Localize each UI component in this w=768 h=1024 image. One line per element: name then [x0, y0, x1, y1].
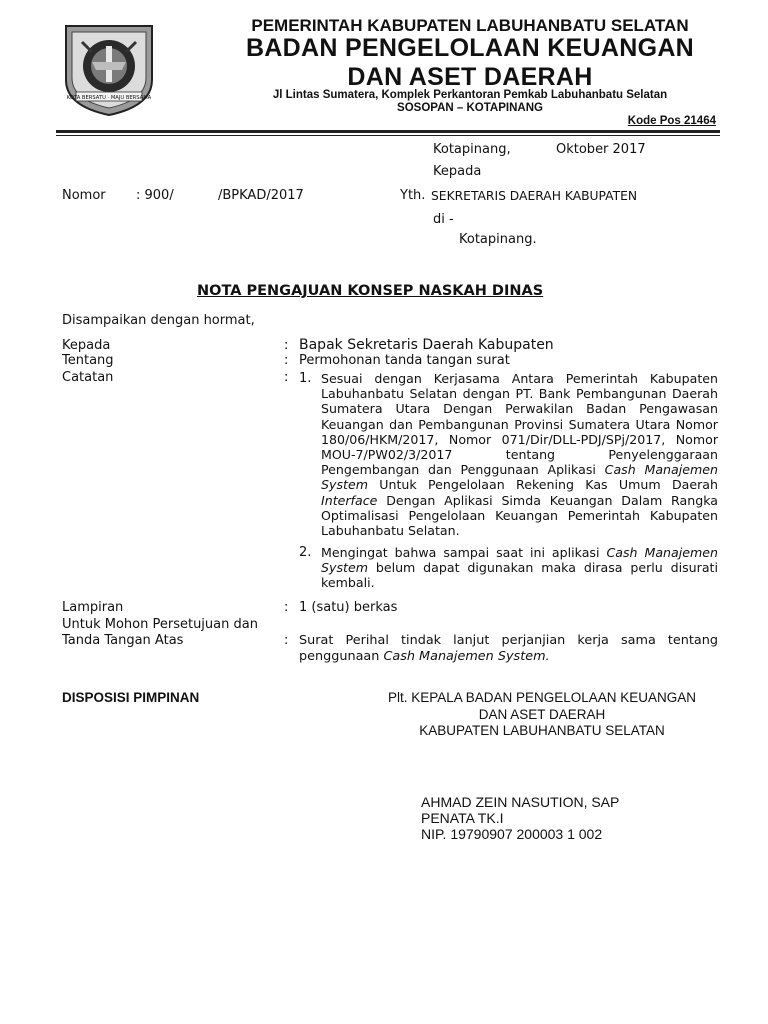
nomor-label: Nomor: [62, 188, 106, 203]
field-kepada-value: Bapak Sekretaris Daerah Kabupaten: [299, 337, 554, 353]
greeting: Disampaikan dengan hormat,: [62, 313, 255, 328]
field-tentang-value: Permohonan tanda tangan surat: [299, 353, 510, 368]
signatory-title-line1: Plt. KEPALA BADAN PENGELOLAAN KEUANGAN: [387, 690, 697, 705]
field-mohon-label-line1: Untuk Mohon Persetujuan dan: [62, 617, 258, 632]
place: Kotapinang,: [433, 142, 511, 157]
recipient-di: di -: [433, 212, 454, 227]
letterhead-agency-line1: BADAN PENGELOLAAN KEUANGAN: [245, 34, 695, 62]
field-catatan-colon: :: [284, 370, 289, 385]
field-lampiran-value: 1 (satu) berkas: [299, 600, 398, 615]
field-kepada-label: Kepada: [62, 338, 111, 353]
note-1-number: 1.: [299, 371, 312, 386]
field-lampiran-label: Lampiran: [62, 600, 124, 615]
signatory-nip: NIP. 19790907 200003 1 002: [421, 826, 603, 842]
date: Oktober 2017: [556, 142, 646, 157]
recipient-kepada: Kepada: [433, 164, 482, 179]
note-2-number: 2.: [299, 545, 312, 560]
letterhead-postal-code: Kode Pos 21464: [627, 115, 716, 127]
signatory-name: AHMAD ZEIN NASUTION, SAP: [421, 794, 620, 810]
recipient-name: SEKRETARIS DAERAH KABUPATEN: [431, 189, 638, 203]
field-kepada-colon: :: [284, 338, 289, 353]
note-2-text: Mengingat bahwa sampai saat ini aplikasi Cash Manajemen System belum dapat digunakan maka dirasa perlu disurati kembali.: [321, 545, 718, 591]
letterhead-agency-line2: DAN ASET DAERAH: [347, 63, 593, 91]
field-tentang-label: Tentang: [62, 353, 114, 368]
letterhead-government: PEMERINTAH KABUPATEN LABUHANBATU SELATAN: [251, 16, 689, 35]
note-1-text: Sesuai dengan Kerjasama Antara Pemerintah Kabupaten Labuhanbatu Selatan dengan PT. Bank Pembangunan Daerah Sumatera Utara Dengan Perwakilan Badan Pengawasan Keuangan dan Pembangunan Provinsi Sumatera Utara Nomor 180/06/HKM/2017, Nomor 071/Dir/DLL-PDJ/SPj/2017, Nomor MOU-7/PW02/3/2017 tentang Penyelenggaraan Pengembangan dan Penggunaan Aplikasi Cash Manajemen System Untuk Pengelolaan Rekening Kas Umum Daerah Interface Dengan Aplikasi Simda Keuangan Dalam Rangka Optimalisasi Pengelolaan Keuangan Pemerintah Kabupaten Labuhanbatu Selatan.: [321, 371, 718, 539]
signatory-rank: PENATA TK.I: [421, 810, 504, 826]
letterhead-address: Jl Lintas Sumatera, Komplek Perkantoran Pemkab Labuhanbatu Selatan: [272, 89, 668, 101]
field-catatan-label: Catatan: [62, 370, 114, 385]
nomor-number: : 900/: [136, 188, 174, 203]
regency-logo: [62, 22, 156, 118]
letterhead-city: SOSOPAN – KOTAPINANG: [397, 102, 543, 114]
recipient-yth: Yth.: [400, 188, 426, 203]
letterhead-rule-thick: [56, 130, 720, 133]
logo-motto: KOTA BERSATU · MAJU BERSAMA: [66, 95, 152, 101]
letterhead-rule-thin: [56, 135, 720, 136]
field-mohon-value: Surat Perihal tindak lanjut perjanjian kerja sama tentang penggunaan Cash Manajemen System.: [299, 633, 718, 664]
field-tentang-colon: :: [284, 353, 289, 368]
field-lampiran-colon: :: [284, 600, 289, 615]
recipient-city: Kotapinang.: [459, 232, 537, 247]
signatory-title-line2: DAN ASET DAERAH: [478, 707, 606, 722]
signatory-title-line3: KABUPATEN LABUHANBATU SELATAN: [419, 723, 665, 738]
document-title: NOTA PENGAJUAN KONSEP NASKAH DINAS: [197, 283, 544, 299]
field-mohon-colon: :: [284, 633, 289, 648]
disposisi-label: DISPOSISI PIMPINAN: [62, 690, 200, 705]
field-mohon-label-line2: Tanda Tangan Atas: [62, 633, 184, 648]
nomor-code: /BPKAD/2017: [218, 188, 304, 203]
